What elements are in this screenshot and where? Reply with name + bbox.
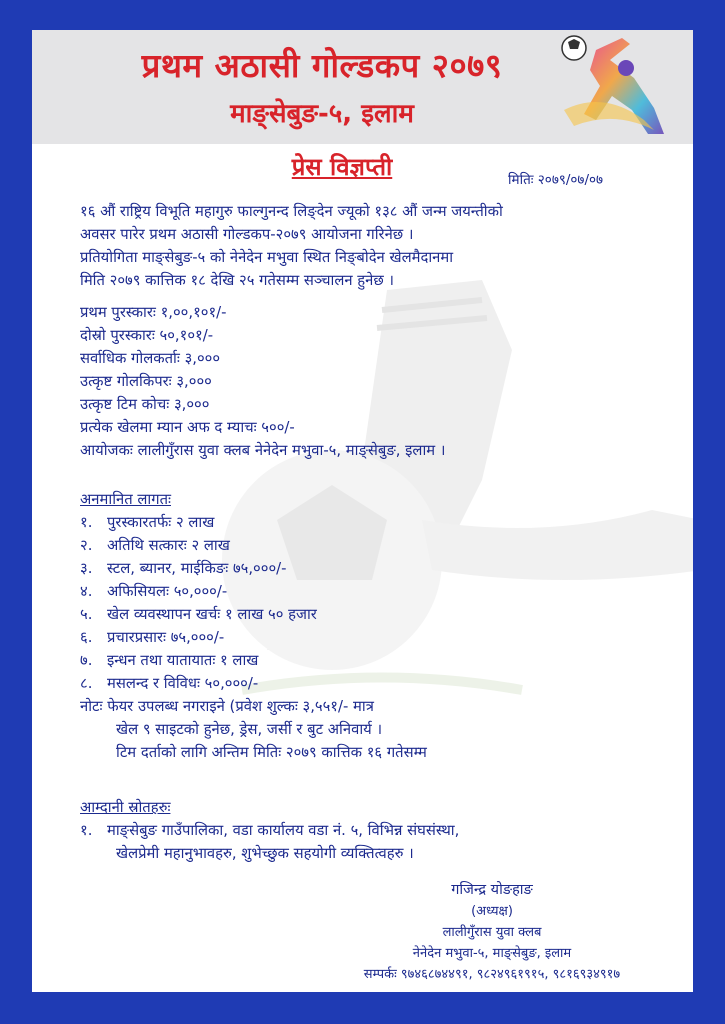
signature-block [332,880,652,985]
organization-name: लालीगुँरास युवा क्लब [442,925,542,940]
prize-item: उत्कृष्ट टिम कोचः ३,००० [80,396,210,413]
budget-item [80,557,427,580]
organization-address: नेनेदेन मभुवा-५, माङ्सेबुङ, इलाम [412,946,572,961]
income-line: माङ्सेबुङ गाउँपालिका, वडा कार्यालय वडा नं. ५, विभिन्न संघसंस्था, [107,822,460,839]
contact-numbers: सम्पर्कः ९७४६८७४४९१, ९८२४९६१९१५, ९८१६९३४९१७ [363,967,621,982]
item-text: स्टल, ब्यानर, माईकिङः ७५,०००/- [107,560,287,577]
item-number: १. [80,822,93,839]
budget-item [80,580,427,603]
item-number: २. [80,537,93,554]
budget-item [80,672,427,695]
intro-line: मिति २०७९ कात्तिक १८ देखि २५ गतेसम्म सञ्चालन हुनेछ । [80,272,395,289]
item-number: ५. [80,606,93,623]
press-release-heading: प्रेस विज्ञप्ती [291,153,393,181]
income-heading: आम्दानी स्रोतहरुः [80,799,171,816]
item-number: ७. [80,652,93,669]
item-number: ६. [80,629,93,646]
item-text: खेल व्यवस्थापन खर्चः १ लाख ५० हजार [107,606,317,623]
header-banner [32,30,693,144]
signatory-name: गजिन्द्र योङहाङ [451,882,533,898]
item-number: ३. [80,560,93,577]
prize-item: प्रत्येक खेलमा म्यान अफ द म्याचः ५००/- [80,419,295,436]
item-number: ८. [80,675,93,692]
budget-item [80,603,427,626]
item-text: अफिसियलः ५०,०००/- [107,583,228,600]
football-kick-logo-icon [544,30,684,144]
income-line: खेलप्रेमी महानुभावहरु, शुभेच्छुक सहयोगी व्यक्तित्वहरु । [116,845,414,862]
budget-heading: अनमानित लागतः [80,491,171,508]
intro-line: अवसर पारेर प्रथम अठासी गोल्डकप-२०७९ आयोजना गरिनेछ । [80,226,414,243]
item-text: अतिथि सत्कारः २ लाख [107,537,230,554]
prize-item: उत्कृष्ट गोलकिपरः ३,००० [80,373,212,390]
notice-date: मितिः २०७९/०७/०७ [508,172,604,188]
note-line: नोटः फेयर उपलब्ध नगराइने (प्रवेश शुल्कः ३,५५१/- मात्र [80,698,374,715]
item-text: मसलन्द र विविधः ५०,०००/- [107,675,259,692]
organizer-line: आयोजकः लालीगुँरास युवा क्लब नेनेदेन मभुवा-५, माङ्सेबुङ, इलाम । [80,442,446,459]
prize-item: प्रथम पुरस्कारः १,००,१०१/- [80,304,227,321]
intro-line: १६ औं राष्ट्रिय विभूति महागुरु फाल्गुनन्द लिङ्देन ज्यूको १३८ औं जन्म जयन्तीको [80,203,503,220]
intro-line: प्रतियोगिता माङ्सेबुङ-५ को नेनेदेन मभुवा स्थित निङ्बोदेन खेलमैदानमा [80,249,454,266]
item-text: प्रचारप्रसारः ७५,०००/- [107,629,225,646]
note-line: टिम दर्ताको लागि अन्तिम मितिः २०७९ कात्तिक १६ गतेसम्म [116,744,427,761]
budget-item [80,534,427,557]
budget-item [80,649,427,672]
budget-item [80,511,427,534]
signatory-role: (अध्यक्ष) [471,904,513,919]
item-text: पुरस्कारतर्फः २ लाख [107,514,215,531]
item-text: इन्धन तथा यातायातः १ लाख [107,652,259,669]
intro-paragraph [80,200,660,292]
item-number: ४. [80,583,93,600]
page-title: प्रथम अठासी गोल्डकप २०७९ [141,46,503,85]
income-item [80,819,459,842]
poster-page [32,30,693,992]
prize-item: दोस्रो पुरस्कारः ५०,१०१/- [80,327,214,344]
prize-item: सर्वाधिक गोलकर्ताः ३,००० [80,350,221,367]
prize-list [80,301,445,462]
note-line: खेल ९ साइटको हुनेछ, ड्रेस, जर्सी र बुट अनिवार्य । [116,721,383,738]
budget-item [80,626,427,649]
item-number: १. [80,514,93,531]
budget-section [80,488,427,764]
page-subtitle: माङ्सेबुङ-५, इलाम [230,99,414,129]
income-section [80,796,459,865]
